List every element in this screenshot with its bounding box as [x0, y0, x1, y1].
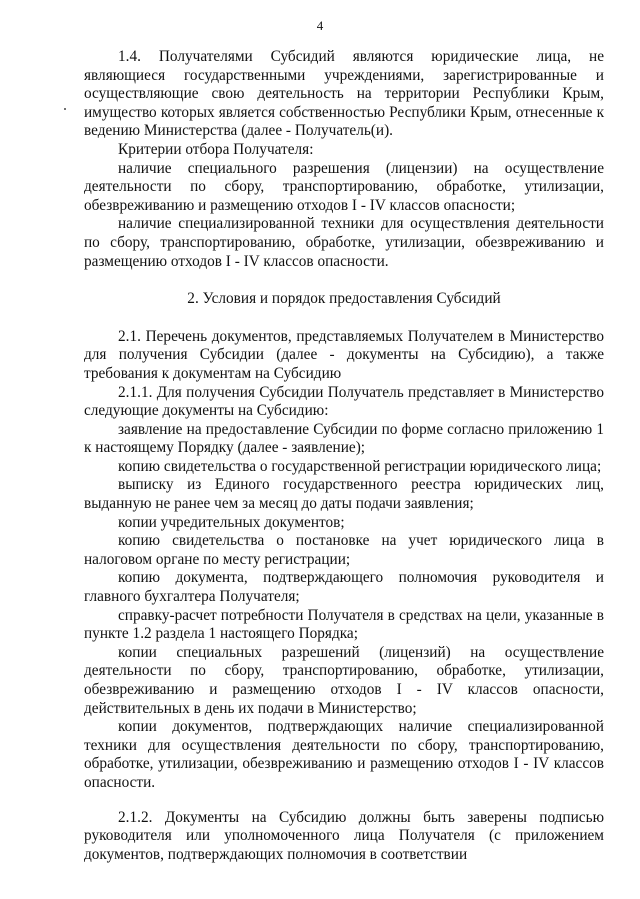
criterion-license: наличие специального разрешения (лицензии) на осуществление деятельности по сбору, транспортированию, обработке, утилизации, обезвреживанию и размещению отходов I - IV классов опасности;	[84, 159, 604, 214]
paragraph-2-1: 2.1. Перечень документов, представляемых Получателем в Министерство для получения Субсидии (далее - документы на Субсидию), а также требования к документам на Субсидию	[84, 327, 604, 382]
document-item-founding-documents: копии учредительных документов;	[118, 513, 345, 531]
page-number: 4	[316, 18, 324, 33]
document-item-registration-certificate: копию свидетельства о государственной регистрации юридического лица;	[118, 457, 602, 475]
document-item-authority-confirmation: копию документа, подтверждающего полномочия руководителя и главного бухгалтера Получателя;	[84, 569, 604, 606]
document-item-calculation: справку-расчет потребности Получателя в средствах на цели, указанные в пункте 1.2 раздела 1 настоящего Порядка;	[84, 606, 604, 643]
document-body	[84, 48, 604, 864]
criteria-title: Критерии отбора Получателя:	[118, 140, 314, 158]
document-item-application: заявление на предоставление Субсидии по форме согласно приложению 1 к настоящему Порядку (далее - заявление);	[84, 420, 604, 457]
paragraph-2-1-1: 2.1.1. Для получения Субсидии Получатель представляет в Министерство следующие документы на Субсидию:	[84, 383, 604, 420]
criterion-equipment: наличие специализированной техники для осуществления деятельности по сбору, транспортированию, обработке, утилизации, обезвреживанию и размещению отходов I - IV классов опасности.	[84, 215, 604, 270]
document-item-licenses: копии специальных разрешений (лицензий) на осуществление деятельности по сбору, транспортированию, обработке, утилизации, обезвреживанию и размещению отходов I - IV классов опасности, действительных в день их подачи в Министерство;	[84, 643, 604, 717]
section-2-heading: 2. Условия и порядок предоставления Субсидий	[187, 290, 501, 308]
document-item-equipment: копии документов, подтверждающих наличие специализированной техники для осуществления деятельности по сбору, транспортированию, обработке, утилизации, обезвреживанию и размещению отходов I - IV классов опасности.	[84, 718, 604, 791]
scan-speck	[64, 108, 66, 110]
document-item-registry-extract: выписку из Единого государственного реестра юридических лиц, выданную не ранее чем за месяц до даты подачи заявления;	[84, 476, 604, 513]
paragraph-1-4: 1.4. Получателями Субсидий являются юридические лица, не являющиеся государственными учреждениями, зарегистрированные и осуществляющие свою деятельность на территории Республики Крым, имущество которых является собственностью Республики Крым, отнесенные к ведению Министерства (далее - Получатель(и).	[84, 48, 604, 140]
paragraph-2-1-2: 2.1.2. Документы на Субсидию должны быть заверены подписью руководителя или уполномоченного лица Получателя (с приложением документов, подтверждающих полномочия в соответствии	[84, 808, 604, 863]
document-item-tax-registration: копию свидетельства о постановке на учет юридического лица в налоговом органе по месту регистрации;	[84, 532, 604, 568]
